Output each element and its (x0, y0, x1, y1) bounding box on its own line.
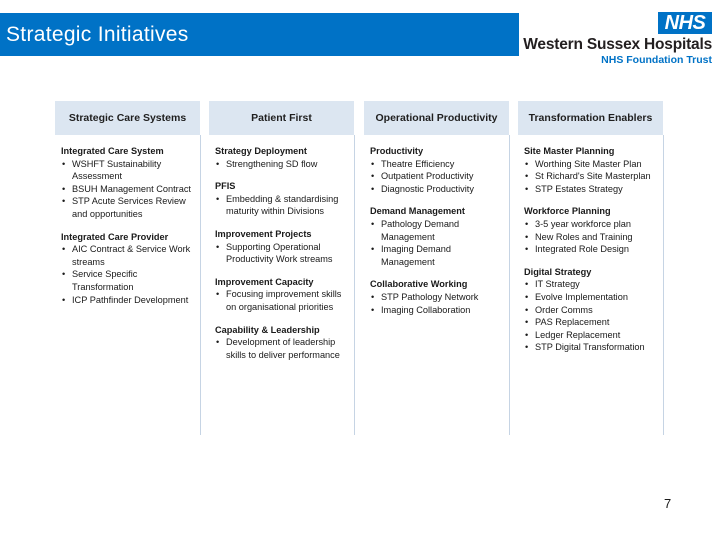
column-operational-productivity (364, 101, 509, 435)
trust-subtitle: NHS Foundation Trust (601, 54, 712, 66)
section-title: Collaborative Working (370, 279, 468, 290)
bullet-item (524, 183, 659, 196)
bullet-text: Ledger Replacement (535, 329, 621, 340)
bullet-item (370, 170, 505, 183)
column-divider (663, 135, 664, 435)
bullet-text: Supporting Operational Productivity Work streams (226, 241, 333, 265)
column-header: Operational Productivity (364, 101, 509, 135)
bullet-item (524, 304, 659, 317)
bullet-item (524, 341, 659, 354)
bullet-icon: • (371, 158, 375, 169)
bullet-item (370, 183, 505, 196)
initiative-section (61, 231, 196, 307)
bullet-icon: • (525, 158, 529, 169)
bullet-item (524, 218, 659, 231)
bullet-item (215, 241, 350, 266)
section-title: Demand Management (370, 206, 465, 217)
section-title: Improvement Projects (215, 228, 312, 239)
bullet-item (61, 183, 196, 196)
column-transformation-enablers (518, 101, 663, 435)
initiative-section (370, 205, 505, 268)
bullet-text: AIC Contract & Service Work streams (72, 244, 191, 267)
initiative-section (215, 228, 350, 266)
slide-title: Strategic Initiatives (6, 23, 189, 46)
bullet-icon: • (62, 183, 66, 194)
bullet-text: BSUH Management Contract (72, 183, 191, 194)
bullet-icon: • (371, 218, 375, 229)
bullet-item (370, 304, 505, 317)
nhs-trust-logo (523, 12, 712, 68)
bullet-item (524, 329, 659, 342)
initiative-section (370, 278, 505, 316)
bullet-icon: • (525, 183, 529, 194)
bullet-item (524, 170, 659, 183)
bullet-icon: • (216, 337, 220, 348)
column-header: Patient First (209, 101, 354, 135)
initiative-section (215, 180, 350, 218)
initiative-section (215, 276, 350, 314)
initiative-section (61, 145, 196, 221)
column-divider (200, 135, 201, 435)
bullet-icon: • (525, 231, 529, 242)
bullet-item (61, 294, 196, 307)
section-title: Improvement Capacity (215, 276, 314, 287)
bullet-icon: • (62, 158, 66, 169)
initiative-section (370, 145, 505, 195)
column-body (55, 135, 200, 435)
initiatives-table (55, 101, 663, 435)
bullet-item (215, 288, 350, 313)
bullet-text: ICP Pathfinder Development (72, 294, 189, 305)
bullet-item (524, 231, 659, 244)
trust-name: Western Sussex Hospitals (523, 36, 712, 53)
bullet-icon: • (371, 183, 375, 194)
bullet-item (524, 316, 659, 329)
bullet-text: Worthing Site Master Plan (535, 158, 642, 169)
bullet-icon: • (216, 241, 220, 252)
bullet-text: STP Estates Strategy (535, 183, 623, 194)
bullet-item (215, 193, 350, 218)
bullet-icon: • (216, 193, 220, 204)
bullet-icon: • (62, 294, 66, 305)
initiative-section (215, 145, 350, 170)
bullet-icon: • (371, 291, 375, 302)
bullet-text: Development of leadership skills to deliver performance (226, 337, 340, 360)
column-body (209, 135, 354, 435)
section-title: Productivity (370, 146, 424, 156)
bullet-text: Theatre Efficiency (381, 158, 455, 169)
bullet-icon: • (216, 289, 220, 300)
initiative-section (524, 145, 659, 195)
section-title: Digital Strategy (524, 266, 592, 277)
bullet-icon: • (525, 342, 529, 353)
bullet-text: STP Acute Services Review and opportunities (72, 196, 186, 219)
section-title: Integrated Care Provider (61, 231, 169, 242)
bullet-icon: • (371, 304, 375, 315)
column-body (364, 135, 509, 435)
bullet-icon: • (525, 244, 529, 255)
bullet-icon: • (216, 158, 220, 169)
bullet-item (215, 158, 350, 171)
bullet-text: Pathology Demand Management (381, 218, 460, 242)
section-title: Workforce Planning (524, 206, 611, 217)
initiative-section (524, 205, 659, 255)
column-patient-first (209, 101, 354, 435)
initiative-section (215, 324, 350, 362)
bullet-text: Outpatient Productivity (381, 171, 474, 182)
section-title: Strategy Deployment (215, 146, 307, 156)
bullet-text: STP Digital Transformation (535, 342, 645, 353)
bullet-item (215, 336, 350, 361)
bullet-icon: • (62, 269, 66, 280)
bullet-text: Order Comms (535, 304, 593, 315)
column-body (518, 135, 663, 435)
bullet-item (61, 195, 196, 220)
bullet-icon: • (62, 244, 66, 255)
bullet-item (524, 291, 659, 304)
bullet-text: PAS Replacement (535, 317, 610, 328)
section-title: Capability & Leadership (215, 324, 320, 335)
bullet-text: 3-5 year workforce plan (535, 218, 632, 229)
bullet-text: St Richard's Site Masterplan (535, 171, 651, 182)
bullet-text: New Roles and Training (535, 231, 633, 242)
section-title: Site Master Planning (524, 146, 615, 156)
column-divider (509, 135, 510, 435)
bullet-item (370, 291, 505, 304)
bullet-item (370, 218, 505, 243)
nhs-logo-mark: NHS (658, 12, 712, 34)
bullet-icon: • (525, 304, 529, 315)
bullet-text: Diagnostic Productivity (381, 183, 474, 194)
bullet-icon: • (525, 317, 529, 328)
bullet-text: Strengthening SD flow (226, 158, 318, 169)
bullet-icon: • (62, 196, 66, 207)
bullet-icon: • (371, 244, 375, 255)
bullet-icon: • (525, 329, 529, 340)
bullet-icon: • (525, 279, 529, 290)
bullet-text: STP Pathology Network (381, 291, 479, 302)
bullet-text: Imaging Collaboration (381, 304, 471, 315)
bullet-item (61, 268, 196, 293)
bullet-item (524, 278, 659, 291)
bullet-text: Imaging Demand Management (381, 244, 451, 267)
page-number: 7 (664, 496, 672, 511)
column-header: Strategic Care Systems (55, 101, 200, 135)
bullet-icon: • (525, 291, 529, 302)
section-title: PFIS (215, 181, 236, 192)
title-bar (0, 13, 519, 56)
initiative-section (524, 266, 659, 354)
bullet-text: Embedding & standardising maturity within Divisions (226, 193, 339, 217)
bullet-text: Focusing improvement skills on organisational priorities (226, 289, 342, 312)
bullet-text: Integrated Role Design (535, 244, 629, 255)
bullet-item (524, 158, 659, 171)
bullet-icon: • (525, 218, 529, 229)
bullet-text: Evolve Implementation (535, 291, 628, 302)
section-title: Integrated Care System (61, 146, 164, 156)
bullet-icon: • (525, 171, 529, 182)
column-header: Transformation Enablers (518, 101, 663, 135)
column-strategic-care-systems (55, 101, 200, 435)
bullet-item (524, 243, 659, 256)
bullet-icon: • (371, 171, 375, 182)
bullet-item (370, 158, 505, 171)
bullet-item (61, 158, 196, 183)
bullet-text: WSHFT Sustainability Assessment (72, 158, 162, 182)
column-divider (354, 135, 355, 435)
bullet-item (370, 243, 505, 268)
bullet-text: IT Strategy (535, 279, 580, 290)
bullet-text: Service Specific Transformation (72, 269, 138, 292)
bullet-item (61, 243, 196, 268)
